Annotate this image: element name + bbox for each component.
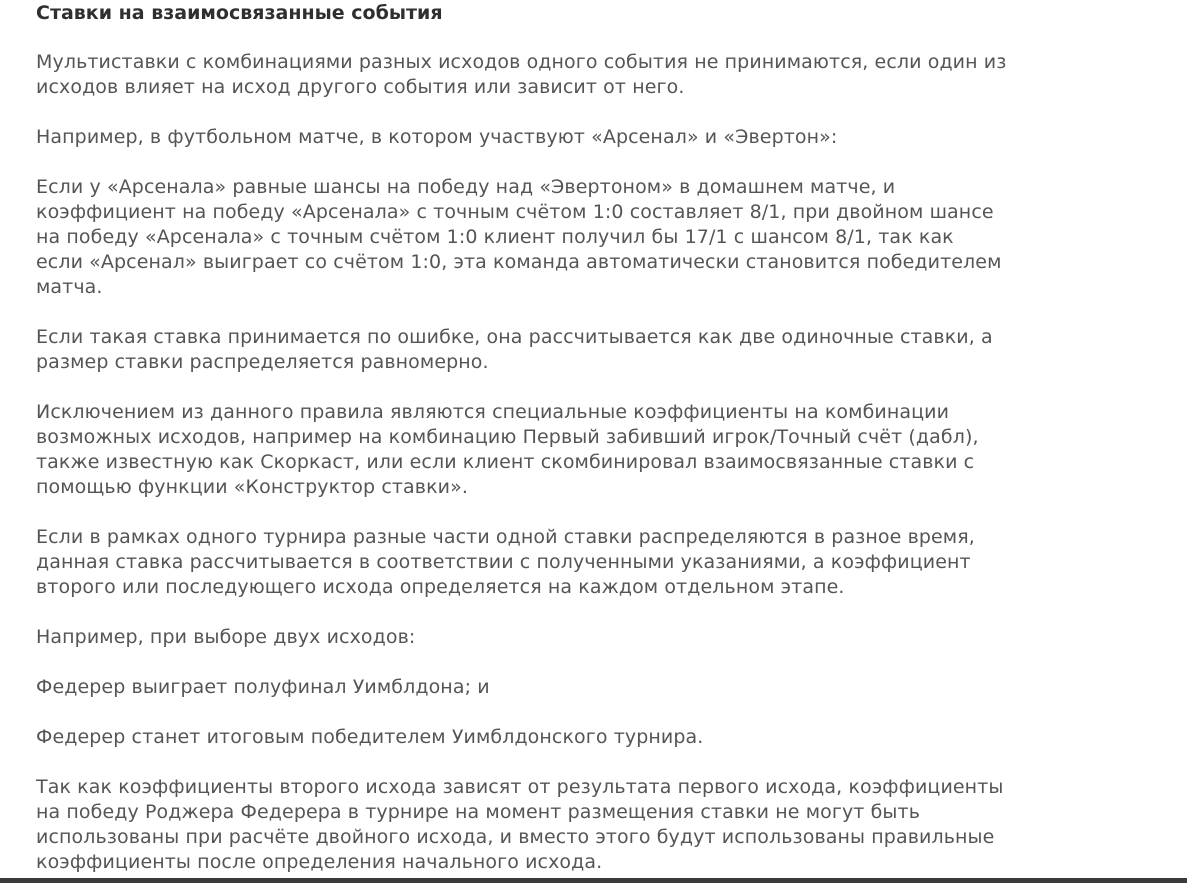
paragraph [36,775,1156,875]
paragraph [36,50,1156,100]
paragraph-line: Если у «Арсенала» равные шансы на победу над «Эвертоном» в домашнем матче, и [36,176,896,198]
article [36,0,1156,875]
paragraph [36,675,1156,700]
bottom-divider [0,878,1187,883]
paragraph-line: на победу «Арсенала» с точным счётом 1:0 клиент получил бы 17/1 с шансом 8/1, так как [36,226,954,248]
paragraph-line: на победу Роджера Федерера в турнире на момент размещения ставки не могут быть [36,801,920,823]
paragraph-line: Например, в футбольном матче, в котором участвуют «Арсенал» и «Эвертон»: [36,126,838,148]
article-body [36,50,1156,875]
paragraph-line: Если в рамках одного турнира разные части одной ставки распределяются в разное время, [36,526,975,548]
paragraph-line: помощью функции «Конструктор ставки». [36,476,468,498]
paragraph-line: возможных исходов, например на комбинацию Первый забивший игрок/Точный счёт (дабл), [36,426,979,448]
paragraph-line: использованы при расчёте двойного исхода, и вместо этого будут использованы правильные [36,826,995,848]
paragraph-line: если «Арсенал» выиграет со счётом 1:0, эта команда автоматически становится победителем [36,251,1002,273]
paragraph [36,525,1156,600]
paragraph-line: исходов влияет на исход другого события или зависит от него. [36,76,685,98]
paragraph [36,625,1156,650]
section-title: Ставки на взаимосвязанные события [36,2,443,24]
paragraph-line: коэффициент на победу «Арсенала» с точным счётом 1:0 составляет 8/1, при двойном шансе [36,201,994,223]
paragraph-line: размер ставки распределяется равномерно. [36,351,489,373]
paragraph-line: Федерер выиграет полуфинал Уимблдона; и [36,676,490,698]
paragraph-line: второго или последующего исхода определяется на каждом отдельном этапе. [36,576,845,598]
paragraph [36,400,1156,500]
paragraph-line: Мультиставки с комбинациями разных исходов одного события не принимаются, если один из [36,51,1007,73]
paragraph [36,125,1156,150]
paragraph-line: Если такая ставка принимается по ошибке, она рассчитывается как две одиночные ставки, а [36,326,993,348]
paragraph-line: Федерер станет итоговым победителем Уимблдонского турнира. [36,726,704,748]
paragraph-line: коэффициенты после определения начального исхода. [36,851,603,873]
paragraph-line: Например, при выборе двух исходов: [36,626,416,648]
paragraph-line: Исключением из данного правила являются специальные коэффициенты на комбинации [36,401,950,423]
paragraph-line: матча. [36,276,103,298]
paragraph [36,325,1156,375]
paragraph-line: данная ставка рассчитывается в соответствии с полученными указаниями, а коэффициент [36,551,971,573]
paragraph-line: также известную как Скоркаст, или если клиент скомбинировал взаимосвязанные ставки с [36,451,975,473]
paragraph [36,175,1156,300]
paragraph [36,725,1156,750]
paragraph-line: Так как коэффициенты второго исхода зависят от результата первого исхода, коэффициенты [36,776,1004,798]
